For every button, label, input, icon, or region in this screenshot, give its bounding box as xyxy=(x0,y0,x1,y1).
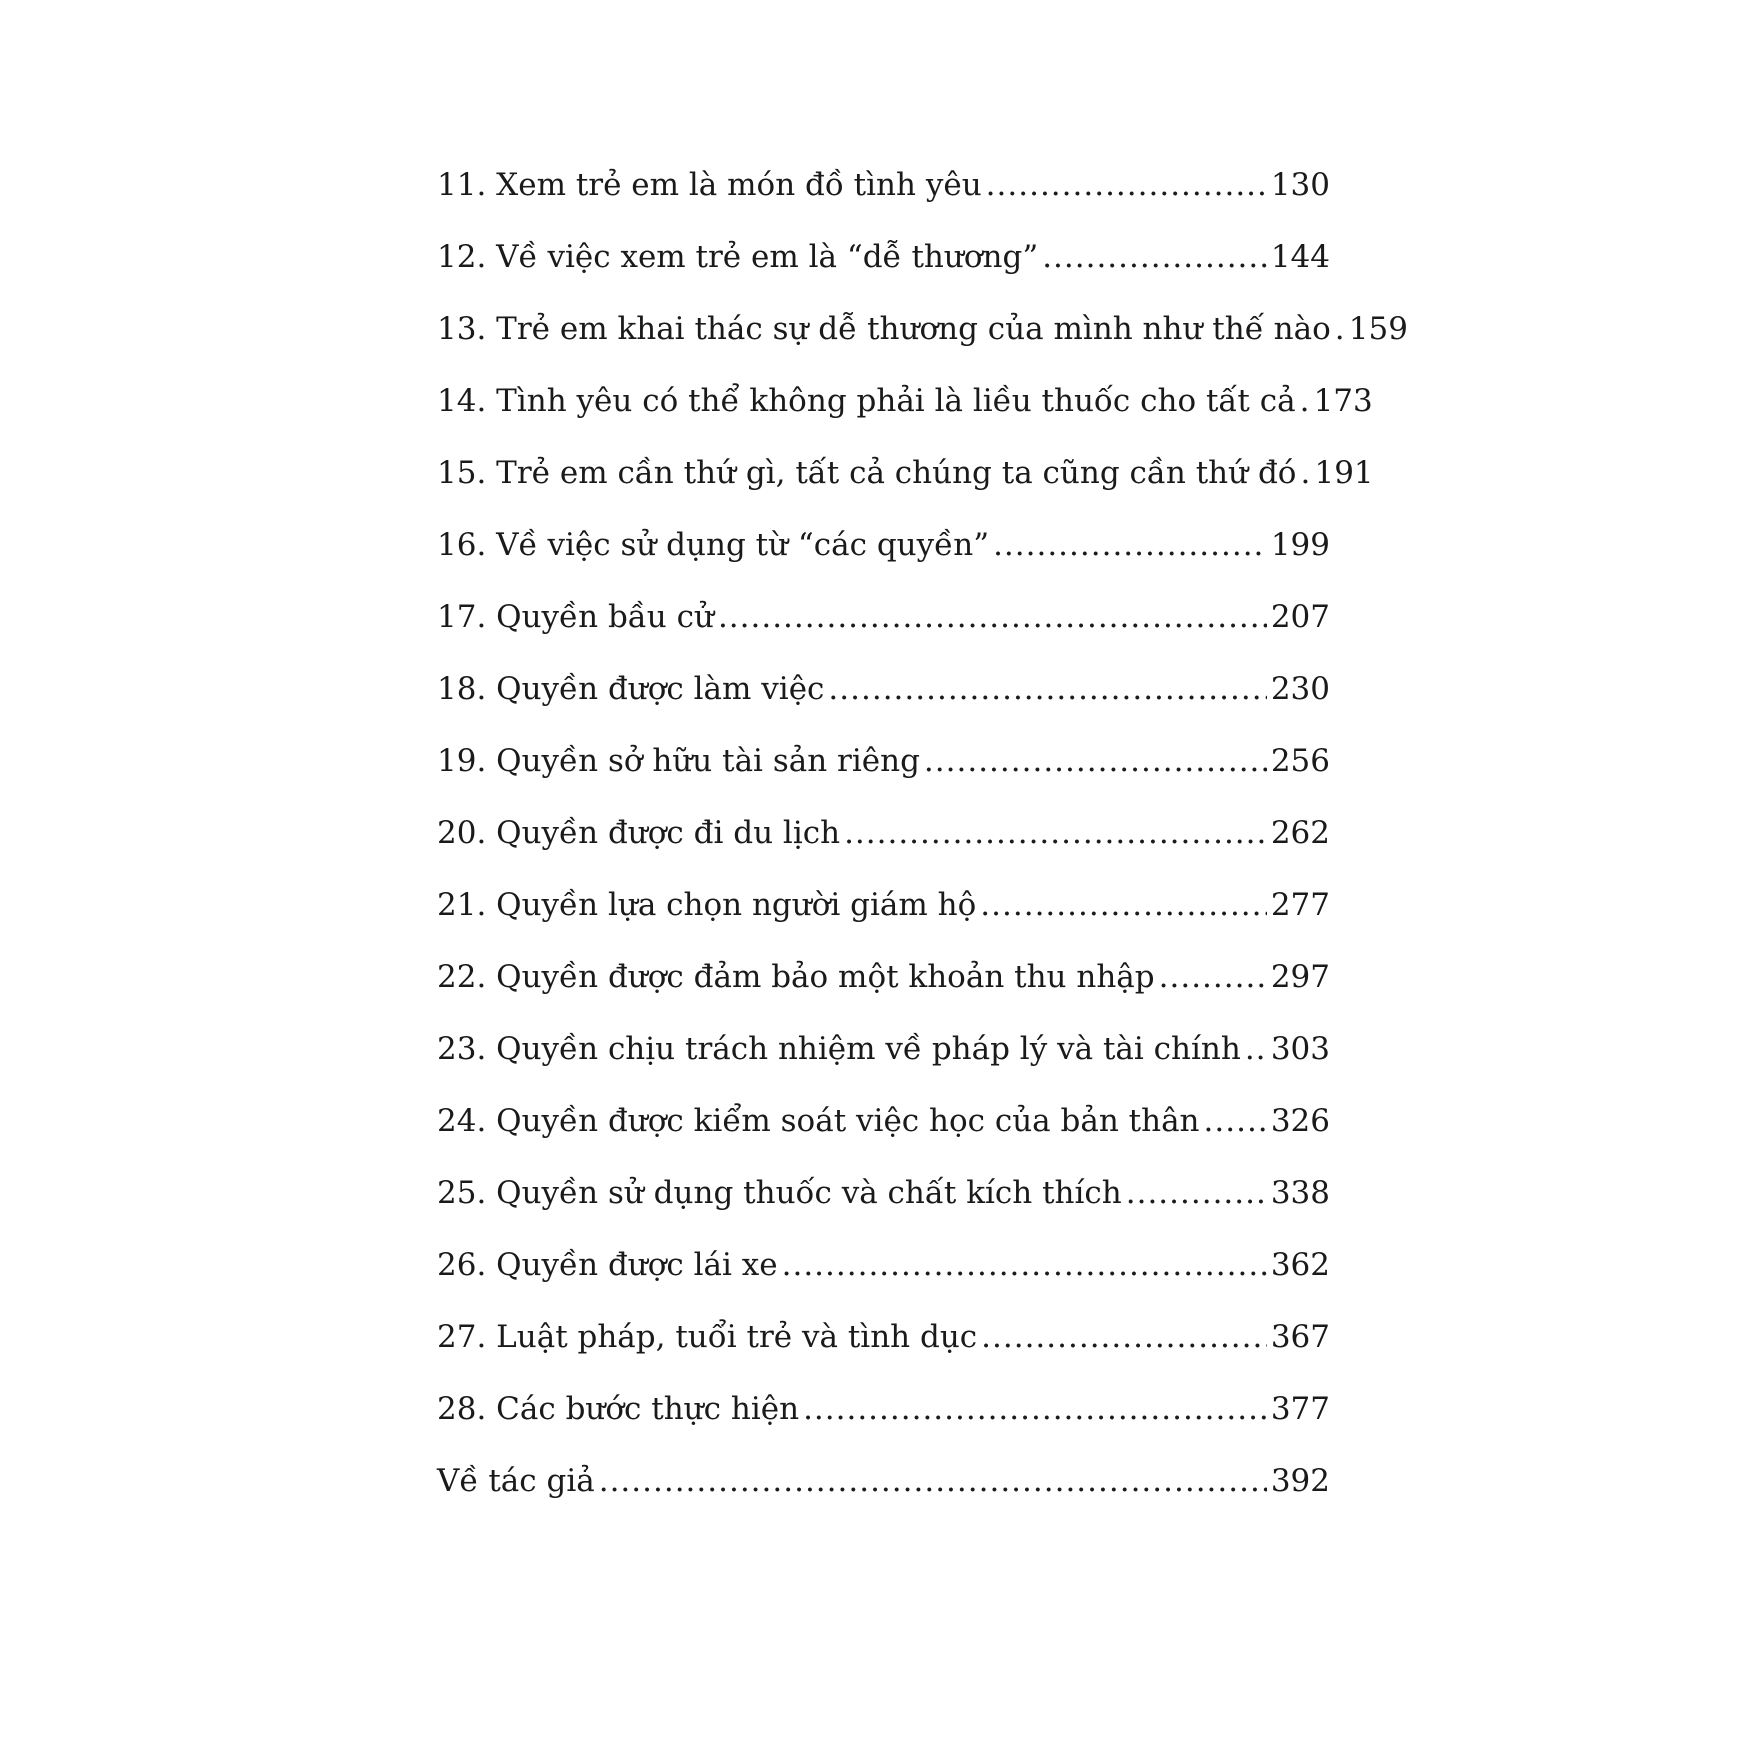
toc-page-number: 277 xyxy=(1270,887,1330,923)
toc-page-number: 392 xyxy=(1270,1463,1330,1499)
toc-dot-leader xyxy=(924,746,1267,777)
toc-dot-leader xyxy=(844,818,1267,849)
toc-entry-title: 21. Quyền lựa chọn người giám hộ xyxy=(437,887,977,923)
toc-page-number: 173 xyxy=(1313,383,1373,419)
toc-entry-title: 13. Trẻ em khai thác sự dễ thương của mình như thế nào xyxy=(437,311,1331,347)
toc-entry[interactable] xyxy=(437,455,1374,530)
toc-dot-leader xyxy=(718,602,1267,633)
toc-entry-title: 25. Quyền sử dụng thuốc và chất kích thích xyxy=(437,1175,1122,1211)
toc-dot-leader xyxy=(1126,1178,1267,1209)
toc-entry[interactable] xyxy=(437,1103,1330,1178)
toc-dot-leader xyxy=(1335,314,1345,345)
toc-page-number: 144 xyxy=(1270,239,1330,275)
toc-page-number: 191 xyxy=(1314,455,1374,491)
toc-entry-title: 23. Quyền chịu trách nhiệm về pháp lý và tài chính xyxy=(437,1031,1241,1067)
toc-dot-leader xyxy=(828,674,1266,705)
toc-entry[interactable] xyxy=(437,1391,1330,1466)
toc-dot-leader xyxy=(803,1394,1267,1425)
toc-page-number: 130 xyxy=(1270,167,1330,203)
toc-dot-leader xyxy=(1300,458,1310,489)
toc-dot-leader xyxy=(1245,1034,1267,1065)
toc-entry-title: 27. Luật pháp, tuổi trẻ và tình dục xyxy=(437,1319,978,1355)
toc-entry-title: 20. Quyền được đi du lịch xyxy=(437,815,841,851)
toc-entry-title: 12. Về việc xem trẻ em là “dễ thương” xyxy=(437,239,1039,275)
toc-entry-title: 18. Quyền được làm việc xyxy=(437,671,825,707)
toc-entry[interactable] xyxy=(437,815,1330,890)
toc-dot-leader xyxy=(599,1466,1267,1497)
toc-entry[interactable] xyxy=(437,1247,1330,1322)
toc-entry-title: 11. Xem trẻ em là món đồ tình yêu xyxy=(437,167,982,203)
toc-entry[interactable] xyxy=(437,599,1330,674)
table-of-contents xyxy=(437,167,1408,1538)
toc-entry[interactable] xyxy=(437,1175,1330,1250)
toc-entry-title: 22. Quyền được đảm bảo một khoản thu nhập xyxy=(437,959,1155,995)
toc-page-number: 367 xyxy=(1270,1319,1330,1355)
toc-entry-title: 16. Về việc sử dụng từ “các quyền” xyxy=(437,527,990,563)
toc-dot-leader xyxy=(993,530,1267,561)
toc-entry[interactable] xyxy=(437,383,1373,458)
toc-entry[interactable] xyxy=(437,1031,1330,1106)
toc-page-number: 297 xyxy=(1270,959,1330,995)
toc-dot-leader xyxy=(1204,1106,1267,1137)
toc-entry-title: Về tác giả xyxy=(437,1463,595,1499)
toc-page-number: 159 xyxy=(1348,311,1408,347)
toc-entry[interactable] xyxy=(437,1319,1330,1394)
toc-page-number: 230 xyxy=(1270,671,1330,707)
toc-entry-title: 28. Các bước thực hiện xyxy=(437,1391,800,1427)
toc-dot-leader xyxy=(986,170,1267,201)
toc-entry[interactable] xyxy=(437,1463,1330,1538)
toc-dot-leader xyxy=(1042,242,1267,273)
toc-entry[interactable] xyxy=(437,167,1330,242)
toc-page-number: 303 xyxy=(1270,1031,1330,1067)
toc-entry-title: 24. Quyền được kiểm soát việc học của bản thân xyxy=(437,1103,1200,1139)
toc-page-number: 262 xyxy=(1270,815,1330,851)
toc-entry-title: 15. Trẻ em cần thứ gì, tất cả chúng ta cũng cần thứ đó xyxy=(437,455,1297,491)
toc-dot-leader xyxy=(981,1322,1267,1353)
toc-entry-title: 17. Quyền bầu cử xyxy=(437,599,714,635)
toc-page-number: 207 xyxy=(1270,599,1330,635)
toc-entry[interactable] xyxy=(437,239,1330,314)
toc-entry[interactable] xyxy=(437,527,1330,602)
toc-page-number: 377 xyxy=(1270,1391,1330,1427)
toc-entry[interactable] xyxy=(437,887,1330,962)
toc-dot-leader xyxy=(1159,962,1267,993)
toc-dot-leader xyxy=(980,890,1267,921)
toc-page-number: 362 xyxy=(1270,1247,1330,1283)
toc-entry-title: 19. Quyền sở hữu tài sản riêng xyxy=(437,743,920,779)
toc-entry[interactable] xyxy=(437,959,1330,1034)
toc-entry[interactable] xyxy=(437,311,1408,386)
toc-page-number: 338 xyxy=(1270,1175,1330,1211)
toc-page-number: 256 xyxy=(1270,743,1330,779)
toc-entry[interactable] xyxy=(437,671,1330,746)
toc-page-number: 326 xyxy=(1270,1103,1330,1139)
toc-entry[interactable] xyxy=(437,743,1330,818)
toc-entry-title: 26. Quyền được lái xe xyxy=(437,1247,778,1283)
toc-dot-leader xyxy=(1300,386,1310,417)
toc-dot-leader xyxy=(782,1250,1267,1281)
toc-entry-title: 14. Tình yêu có thể không phải là liều thuốc cho tất cả xyxy=(437,383,1296,419)
toc-page-number: 199 xyxy=(1270,527,1330,563)
